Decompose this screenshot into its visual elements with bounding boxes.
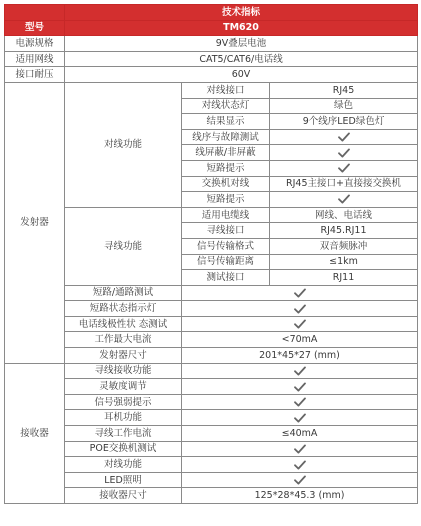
spec-label: 发射器尺寸 bbox=[65, 348, 182, 364]
spec-label: 短路/通路测试 bbox=[65, 285, 182, 301]
general-row bbox=[5, 36, 418, 52]
header-blank bbox=[5, 5, 65, 21]
transmitter-row bbox=[5, 332, 418, 348]
checkmark-icon bbox=[294, 366, 306, 376]
spec-label: 适用电缆线 bbox=[182, 207, 270, 223]
checkmark-icon bbox=[294, 475, 306, 485]
spec-value bbox=[182, 363, 418, 379]
general-label: 适用网线 bbox=[5, 51, 65, 67]
transmitter-row bbox=[5, 207, 418, 223]
checkmark-icon bbox=[294, 444, 306, 454]
checkmark-icon bbox=[294, 319, 306, 329]
spec-value bbox=[270, 145, 418, 161]
spec-label: 结果显示 bbox=[182, 114, 270, 130]
receiver-row bbox=[5, 394, 418, 410]
spec-value bbox=[182, 472, 418, 488]
tracing-label: 寻线功能 bbox=[65, 207, 182, 285]
transmitter-label: 发射器 bbox=[5, 82, 65, 363]
spec-table-body bbox=[5, 5, 418, 504]
spec-label: 工作最大电流 bbox=[65, 332, 182, 348]
checkmark-icon bbox=[294, 304, 306, 314]
spec-value bbox=[270, 192, 418, 208]
spec-label: 信号传输格式 bbox=[182, 238, 270, 254]
spec-value: 125*28*45.3 (mm) bbox=[182, 488, 418, 504]
spec-label: POE交换机测试 bbox=[65, 441, 182, 457]
model-value: TM620 bbox=[65, 20, 418, 36]
transmitter-row bbox=[5, 82, 418, 98]
receiver-row bbox=[5, 488, 418, 504]
spec-label: 对线接口 bbox=[182, 82, 270, 98]
receiver-row bbox=[5, 441, 418, 457]
checkmark-icon bbox=[338, 163, 350, 173]
spec-value: ≤40mA bbox=[182, 426, 418, 442]
spec-value: 9个线序LED绿色灯 bbox=[270, 114, 418, 130]
spec-label: 信号强弱提示 bbox=[65, 394, 182, 410]
spec-label: 对线功能 bbox=[65, 457, 182, 473]
spec-value: RJ45.RJ11 bbox=[270, 223, 418, 239]
model-row bbox=[5, 20, 418, 36]
general-value: 9V叠层电池 bbox=[65, 36, 418, 52]
header-row bbox=[5, 5, 418, 21]
spec-value bbox=[182, 316, 418, 332]
general-value: CAT5/CAT6/电话线 bbox=[65, 51, 418, 67]
spec-label: LED照明 bbox=[65, 472, 182, 488]
spec-label: 短路状态指示灯 bbox=[65, 301, 182, 317]
general-row bbox=[5, 51, 418, 67]
spec-label: 短路提示 bbox=[182, 160, 270, 176]
checkmark-icon bbox=[294, 288, 306, 298]
checkmark-icon bbox=[294, 382, 306, 392]
checkmark-icon bbox=[294, 460, 306, 470]
receiver-row bbox=[5, 457, 418, 473]
receiver-row bbox=[5, 410, 418, 426]
spec-label: 信号传输距离 bbox=[182, 254, 270, 270]
spec-label: 寻线工作电流 bbox=[65, 426, 182, 442]
spec-value bbox=[182, 301, 418, 317]
checkmark-icon bbox=[338, 194, 350, 204]
spec-value bbox=[182, 379, 418, 395]
spec-value: 201*45*27 (mm) bbox=[182, 348, 418, 364]
spec-value bbox=[270, 129, 418, 145]
checkmark-icon bbox=[294, 397, 306, 407]
spec-value: RJ45主接口+直接接交换机 bbox=[270, 176, 418, 192]
spec-value bbox=[270, 160, 418, 176]
spec-value bbox=[182, 410, 418, 426]
spec-value: RJ45 bbox=[270, 82, 418, 98]
transmitter-row bbox=[5, 348, 418, 364]
spec-label: 线屏蔽/非屏蔽 bbox=[182, 145, 270, 161]
receiver-row bbox=[5, 379, 418, 395]
transmitter-row bbox=[5, 301, 418, 317]
model-label: 型号 bbox=[5, 20, 65, 36]
receiver-row bbox=[5, 472, 418, 488]
spec-label: 交换机对线 bbox=[182, 176, 270, 192]
header-title: 技术指标 bbox=[65, 5, 418, 21]
wire-check-label: 对线功能 bbox=[65, 82, 182, 207]
spec-value bbox=[182, 394, 418, 410]
checkmark-icon bbox=[338, 132, 350, 142]
general-row bbox=[5, 67, 418, 83]
spec-label: 对线状态灯 bbox=[182, 98, 270, 114]
general-value: 60V bbox=[65, 67, 418, 83]
spec-label: 寻线接口 bbox=[182, 223, 270, 239]
general-label: 接口耐压 bbox=[5, 67, 65, 83]
spec-sheet bbox=[4, 4, 417, 504]
checkmark-icon bbox=[338, 148, 350, 158]
spec-value: <70mA bbox=[182, 332, 418, 348]
spec-value: 双音频脉冲 bbox=[270, 238, 418, 254]
spec-value bbox=[182, 441, 418, 457]
spec-label: 线序与故障测试 bbox=[182, 129, 270, 145]
spec-label: 耳机功能 bbox=[65, 410, 182, 426]
spec-label: 短路提示 bbox=[182, 192, 270, 208]
spec-value bbox=[182, 457, 418, 473]
spec-label: 电话线极性状 态测试 bbox=[65, 316, 182, 332]
spec-label: 寻线接收功能 bbox=[65, 363, 182, 379]
receiver-label: 接收器 bbox=[5, 363, 65, 503]
spec-value: 网线、电话线 bbox=[270, 207, 418, 223]
spec-label: 测试接口 bbox=[182, 270, 270, 286]
spec-label: 接收器尺寸 bbox=[65, 488, 182, 504]
spec-value: 绿色 bbox=[270, 98, 418, 114]
receiver-row bbox=[5, 426, 418, 442]
general-label: 电源规格 bbox=[5, 36, 65, 52]
transmitter-row bbox=[5, 316, 418, 332]
spec-label: 灵敏度调节 bbox=[65, 379, 182, 395]
spec-table bbox=[4, 4, 418, 504]
receiver-row bbox=[5, 363, 418, 379]
spec-value: RJ11 bbox=[270, 270, 418, 286]
spec-value: ≤1km bbox=[270, 254, 418, 270]
checkmark-icon bbox=[294, 413, 306, 423]
transmitter-row bbox=[5, 285, 418, 301]
spec-value bbox=[182, 285, 418, 301]
